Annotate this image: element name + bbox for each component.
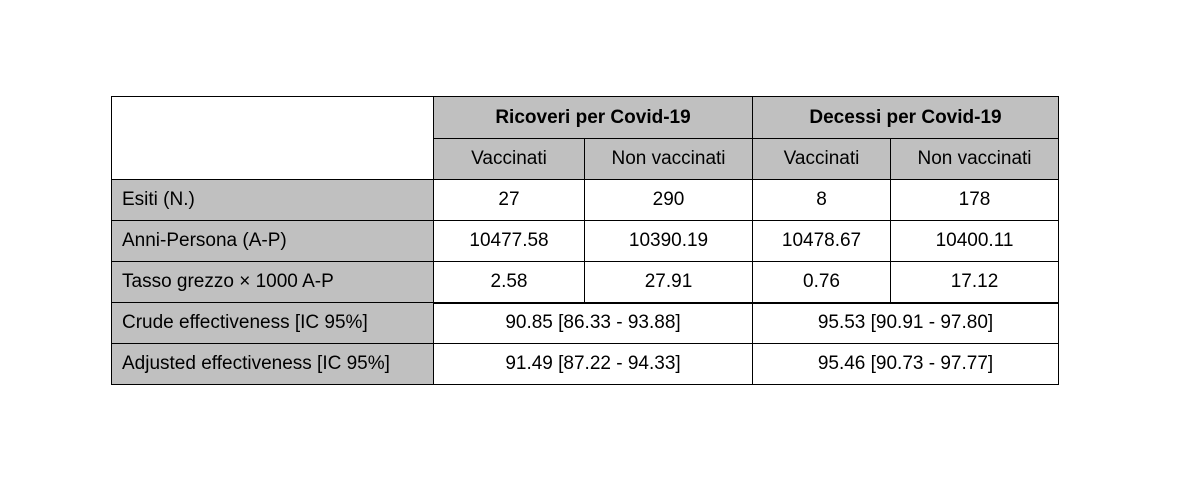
- row-label: Anni-Persona (A-P): [112, 221, 434, 262]
- table-cell: 17.12: [891, 262, 1059, 303]
- table-cell: 2.58: [434, 262, 585, 303]
- table-cell: 290: [585, 180, 753, 221]
- table-cell: 10477.58: [434, 221, 585, 262]
- sub-header-ricoveri-non-vaccinati: Non vaccinati: [585, 139, 753, 180]
- corner-cell: [112, 97, 434, 180]
- group-header-row: [112, 97, 1059, 139]
- row-label: Crude effectiveness [IC 95%]: [112, 303, 434, 344]
- row-label: Adjusted effectiveness [IC 95%]: [112, 344, 434, 385]
- table-row: [112, 344, 1059, 385]
- table-cell: 8: [753, 180, 891, 221]
- table-cell: 10400.11: [891, 221, 1059, 262]
- table-cell: 178: [891, 180, 1059, 221]
- table-cell: 10390.19: [585, 221, 753, 262]
- results-table: [111, 96, 1059, 385]
- table-cell: 0.76: [753, 262, 891, 303]
- group-header-ricoveri: Ricoveri per Covid-19: [434, 97, 753, 139]
- table-cell: 27: [434, 180, 585, 221]
- table-row: [112, 262, 1059, 303]
- row-label: Tasso grezzo × 1000 A-P: [112, 262, 434, 303]
- group-header-decessi: Decessi per Covid-19: [753, 97, 1059, 139]
- table-cell: 95.46 [90.73 - 97.77]: [753, 344, 1059, 385]
- table-cell: 91.49 [87.22 - 94.33]: [434, 344, 753, 385]
- sub-header-ricoveri-vaccinati: Vaccinati: [434, 139, 585, 180]
- table-cell: 10478.67: [753, 221, 891, 262]
- sub-header-decessi-vaccinati: Vaccinati: [753, 139, 891, 180]
- table-cell: 27.91: [585, 262, 753, 303]
- table-cell: 90.85 [86.33 - 93.88]: [434, 303, 753, 344]
- table-row: [112, 221, 1059, 262]
- row-label: Esiti (N.): [112, 180, 434, 221]
- table-row: [112, 180, 1059, 221]
- table-cell: 95.53 [90.91 - 97.80]: [753, 303, 1059, 344]
- table-row: [112, 303, 1059, 344]
- sub-header-decessi-non-vaccinati: Non vaccinati: [891, 139, 1059, 180]
